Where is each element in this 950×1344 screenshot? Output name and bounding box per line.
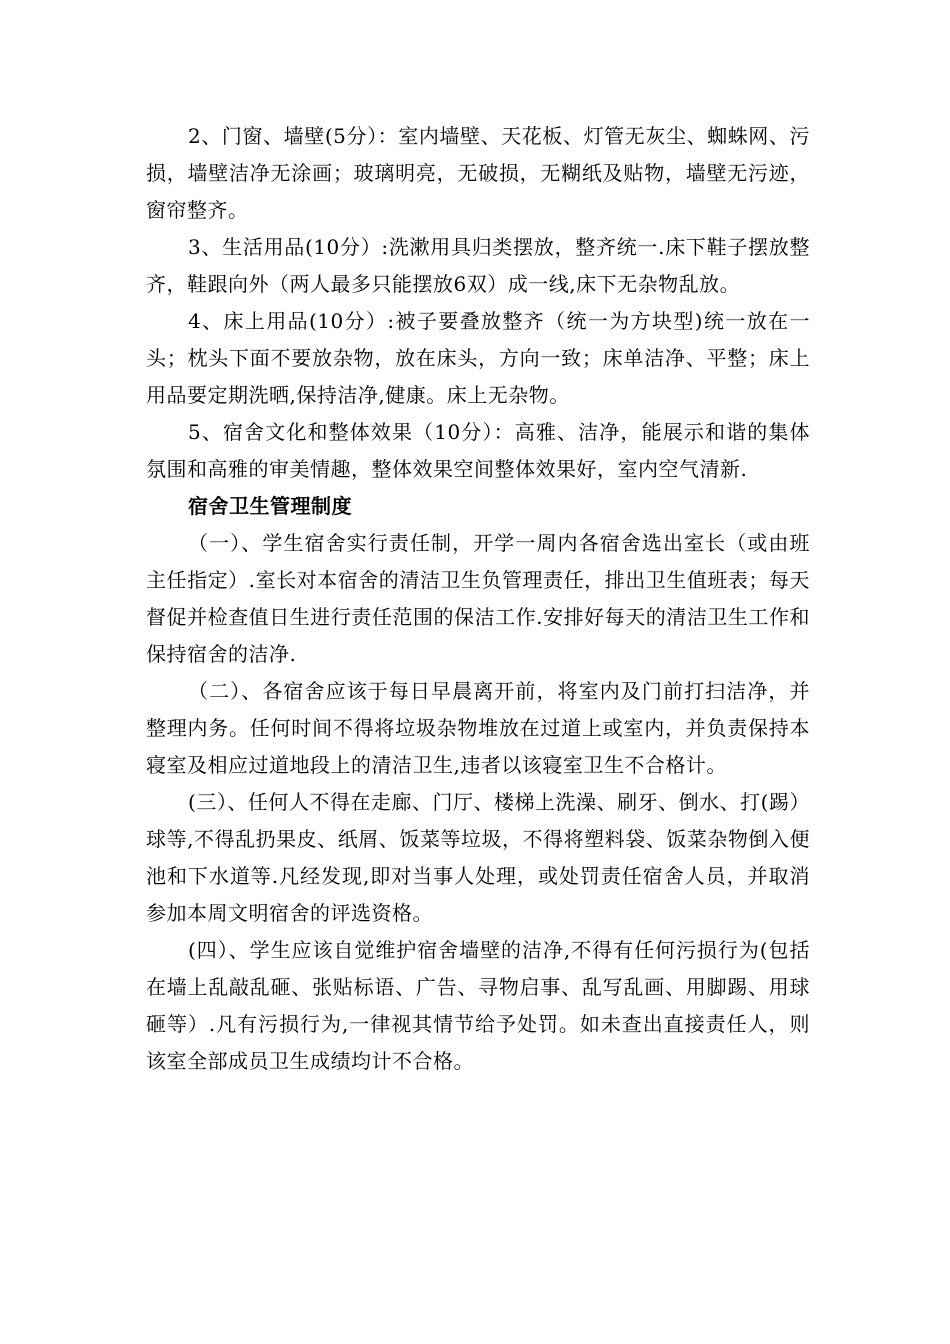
paragraph-rule-3: (三）、任何人不得在走廊、门厅、楼梯上洗澡、刷牙、倒水、打(踢）球等,不得乱扔果皮、纸屑、饭菜等垃圾，不得将塑料袋、饭菜杂物倒入便池和下水道等.凡经发现,即对当事人处理，或处罚责任宿舍人员，并取消参加本周文明宿舍的评选资格。 bbox=[146, 790, 810, 925]
section-title: 宿舍卫生管理制度 bbox=[188, 494, 352, 518]
paragraph-rule-4: (四）、学生应该自觉维护宿舍墙壁的洁净,不得有任何污损行为(包括在墙上乱敲乱砸、张贴标语、广告、寻物启事、乱写乱画、用脚踢、用球砸等）.凡有污损行为,一律视其情节给予处罚。如未查出直接责任人，则该室全部成员卫生成绩均计不合格。 bbox=[146, 938, 810, 1073]
paragraph-doors-walls: 2、门窗、墙壁(5分）：室内墙壁、天花板、灯管无灰尘、蜘蛛网、污损，墙壁洁净无涂画；玻璃明亮，无破损，无糊纸及贴物，墙壁无污迹，窗帘整齐。 bbox=[146, 124, 810, 222]
paragraph-bedding: 4、床上用品(10分）:被子要叠放整齐（统一为方块型)统一放在一头；枕头下面不要放杂物，放在床头，方向一致；床单洁净、平整；床上用品要定期洗晒,保持洁净,健康。床上无杂物。 bbox=[146, 309, 810, 407]
paragraph-daily-items: 3、生活用品(10分）:洗漱用具归类摆放，整齐统一.床下鞋子摆放整齐，鞋跟向外（两人最多只能摆放6双）成一线,床下无杂物乱放。 bbox=[146, 235, 810, 296]
paragraph-rule-1: （一）、学生宿舍实行责任制，开学一周内各宿舍选出室长（或由班主任指定）.室长对本宿舍的清洁卫生负管理责任，排出卫生值班表；每天督促并检查值日生进行责任范围的保洁工作.安排好每天的清洁卫生工作和保持宿舍的洁净. bbox=[146, 531, 810, 666]
document-page bbox=[146, 118, 810, 1080]
paragraph-rule-2: （二）、各宿舍应该于每日早晨离开前，将室内及门前打扫洁净，并整理内务。任何时间不得将垃圾杂物堆放在过道上或室内，并负责保持本寝室及相应过道地段上的清洁卫生,违者以该寝室卫生不合格计。 bbox=[146, 679, 810, 777]
paragraph-culture-effect: 5、宿舍文化和整体效果（10分）：高雅、洁净，能展示和谐的集体氛围和高雅的审美情趣，整体效果空间整体效果好，室内空气清新. bbox=[146, 420, 810, 481]
